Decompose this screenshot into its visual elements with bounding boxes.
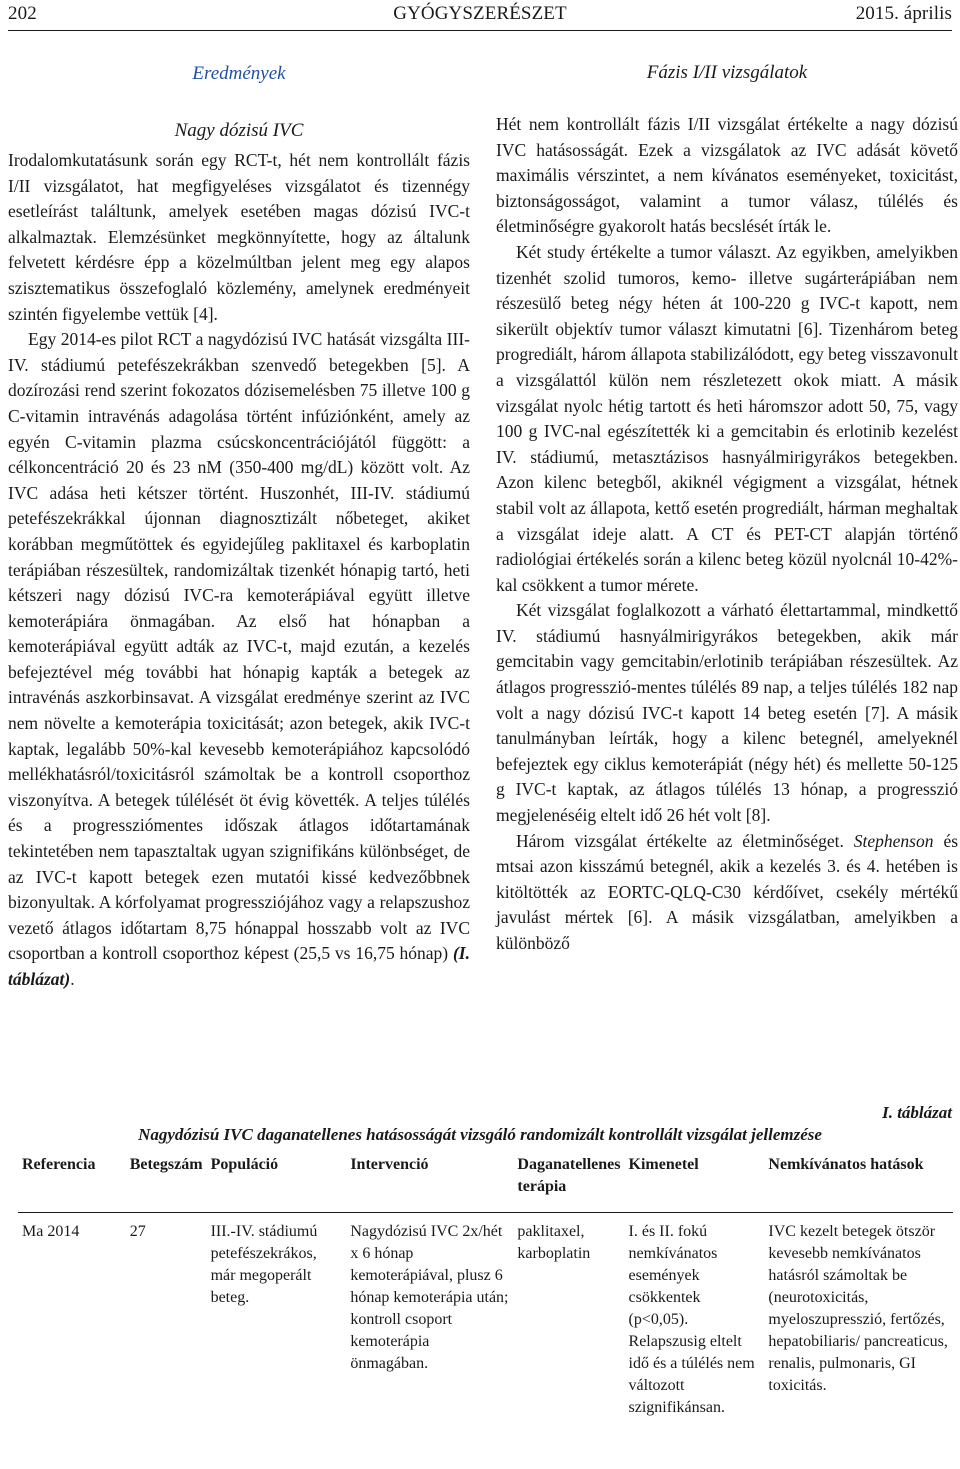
header-rule xyxy=(8,30,952,31)
col-header-nemkivanatos: Nemkívánatos hatások xyxy=(768,1156,924,1173)
cell-betegszam: 27 xyxy=(129,1223,146,1240)
results-table xyxy=(18,1150,953,1421)
paragraph-text: Három vizsgálat értékelte az életminőséget. xyxy=(516,830,844,851)
paragraph xyxy=(496,829,958,957)
paragraph: Hét nem kontrollált fázis I/II vizsgálat értékelte a nagy dózisú IVC hatásosságát. Ezek a vizsgálatok az IVC adását követő maximális vérszintet, a nem kívánatos eseményeket, toxicitást, biztonságosságot, valamint a tumor válasz, túlélés és életminőségre gyakorolt hatás becslését írták le. xyxy=(496,114,958,237)
subsection-title: Nagy dózisú IVC xyxy=(174,120,304,141)
table-title: Nagydózisú IVC daganatellenes hatásosságát vizsgáló randomizált kontrollált vizsgálat jellemzése xyxy=(138,1125,822,1144)
paragraph-text: és mtsai azon kisszámú betegnél, akik a kezelés 3. és 4. hetében is kitöltötték az EORTC-QLQ-C30 kérdőívet, csekély mértékű javulást mértek [6]. A másik vizsgálatban, amelyikben a különböző xyxy=(496,830,959,953)
paragraph xyxy=(8,327,470,992)
table-reference: (I. táblázat) xyxy=(8,943,470,989)
journal-name: GYÓGYSZERÉSZET xyxy=(393,3,567,24)
author-name: Stephenson xyxy=(853,830,934,851)
cell-kimenetel: I. és II. fokú nemkívánatos események csökkentek (p<0,05). Relapszusig eltelt idő és a túlélés nem változott szignifikánsan. xyxy=(628,1223,755,1416)
spacer xyxy=(496,90,958,112)
cell-populacio: III.-IV. stádiumú petefészekrákos, már megoperált beteg. xyxy=(210,1223,318,1306)
issue-date: 2015. április xyxy=(855,3,952,24)
table-label: I. táblázat xyxy=(882,1103,952,1122)
right-column xyxy=(496,56,958,957)
subsection-title: Fázis I/II vizsgálatok xyxy=(646,62,808,83)
paragraph: Két study értékelte a tumor választ. Az egyikben, amelyikben tizenhét szolid tumoros, kemo- illetve sugárterápiában nem részesülő beteg négy héten át 100-220 g IVC-t kapott, nem sikerült objektív tumor választ kimutatni [6]. Tizenhárom beteg progrediált, három állapota stabilizálódott, egy beteg visszavonult a vizsgálattól külön nem részletezett okok miatt. A másik vizsgálat nyolc hétig tartott és heti háromszor adott 50, 75, vagy 100 g IVC-nal egészítették ki a gemcitabin és erlotinib kezelést IV. stádiumú, metasztázisos hasnyálmirigyrákos betegekben. Azon kilenc betegből, akiknél végigment a vizsgálat, hétnek stabil volt az állapota, kettő esetén progrediált, hárman meghaltak a vizsgálat ideje alatt. A CT és PET-CT alapján történő radiológiai értékelés során a kilenc beteg közül nyolcnál 10-42%-kal csökkent a tumor mérete. xyxy=(496,241,958,595)
paragraph-end: . xyxy=(70,969,75,989)
col-header-intervencio: Intervenció xyxy=(350,1156,429,1173)
col-header-daganatellenes: Daganatellenes terápia xyxy=(517,1156,621,1195)
cell-referencia: Ma 2014 xyxy=(22,1223,80,1240)
cell-nemkivanatos: IVC kezelt betegek ötször kevesebb nemkívánatos hatásról számoltak be (neurotoxicitás, myeloszupresszió, fertőzés, hepatobiliaris/ pancreaticus, renalis, pulmonaris, GI toxicitás. xyxy=(768,1223,948,1394)
section-title: Eredmények xyxy=(192,63,286,84)
paragraph: Irodalomkutatásunk során egy RCT-t, hét nem kontrollált fázis I/II vizsgálatot, hat megfigyeléses vizsgálatot és tizennégy esetleírást találtunk, amelyek esetében magas dózisú IVC-t alkalmaztak. Elemzésünket megkönnyítette, hogy az általunk felvetett kérdésre épp a közelmúltban jelent meg egy alapos szisztematikus összefoglaló közlemény, amelynek eredményeit szintén figyelembe vettük [4]. xyxy=(8,150,470,324)
col-header-betegszam: Betegszám xyxy=(129,1156,203,1173)
paragraph: Két vizsgálat foglalkozott a várható élettartammal, mindkettő IV. stádiumú hasnyálmirigyrákos betegekben, akik már gemcitabin vagy gemcitabin/erlotinib terápiában részesültek. Az átlagos progresszió-mentes túlélés 89 nap, a teljes túlélés 182 nap volt a nagy dózisú IVC-t kapott 14 beteg esetén [7]. A másik tanulmányban leírták, hogy a kilenc betegnél, amelyeknél befejeztek egy ciklus kemoterápiát (négy hét) és mellette 50-125 g IVC-t kaptak, az átlagos túlélés 13 hónap, a progresszió megjelenéséig eltelt idő 26 hét volt [8]. xyxy=(496,600,958,826)
paragraph-text: Egy 2014-es pilot RCT a nagydózisú IVC hatását vizsgálta III-IV. stádiumú petefészekrákban szenvedő betegekben [5]. A dozírozási rend szerint fokozatos dózisemelésben 75 illetve 100 g C-vitamin intravénás adagolása történt infúziónként, amely az egyén C-vitamin plazma csúcskoncentrációjától függött: a célkoncentráció 20 és 23 nM (350-400 mg/dL) között volt. Az IVC adása heti kétszer történt. Huszonhét, III-IV. stádiumú petefészekrákkal újonnan diagnosztizált nőbeteget, akiket korábban megműtöttek és egyidejűleg paklitaxel és karboplatin terápiában részesültek, randomizáltak tizenkét hónapig tartó, heti kétszeri nagy dózisú IVC-ra kemoterápiával együtt illetve kemoterápiára önmagában. Az első hat hónapban a kemoterápiával együtt adták az IVC-t, majd ezután, a kezelés befejeztével még további hat hónapig kapták a betegek az intravénás aszkorbinsavat. A vizsgálat eredménye szerint az IVC nem növelte a kemoterápia toxicitását; azon betegek, akik IVC-t kaptak, legalább 50%-kal kevesebb kemoterápiához kapcsolódó mellékhatásról/toxicitásról számoltak be a kontroll csoporthoz viszonyítva. A betegek túlélését öt évig követték. A teljes túlélés és a progressziómentes időszak átlagos időtartamának tekintetében nem tapasztaltak ugyan szignifikáns különbséget, de az IVC-t kapott betegek ezen mutatói kissé kedvezőbbnek bizonyultak. A kórfolyamat progressziójához vagy a relapszushoz vezető átlagos időtartam 8,75 hónappal hosszabb volt az IVC csoportban a kontroll csoporthoz képest (25,5 vs 16,75 hónap) xyxy=(8,329,470,964)
left-column xyxy=(8,56,470,993)
table-header-row xyxy=(18,1150,953,1213)
col-header-populacio: Populáció xyxy=(210,1156,279,1173)
col-header-referencia: Referencia xyxy=(22,1156,96,1173)
table-row xyxy=(18,1213,953,1422)
col-header-kimenetel: Kimenetel xyxy=(628,1156,699,1173)
running-header xyxy=(8,0,952,28)
spacer xyxy=(8,92,470,114)
page-number: 202 xyxy=(8,3,37,24)
cell-intervencio: Nagydózisú IVC 2x/hét x 6 hónap kemoterápiával, plusz 6 hónap kemoterápia után; kontroll csoport kemoterápia önmagában. xyxy=(350,1223,509,1372)
cell-daganatellenes: paklitaxel, karboplatin xyxy=(517,1223,591,1262)
